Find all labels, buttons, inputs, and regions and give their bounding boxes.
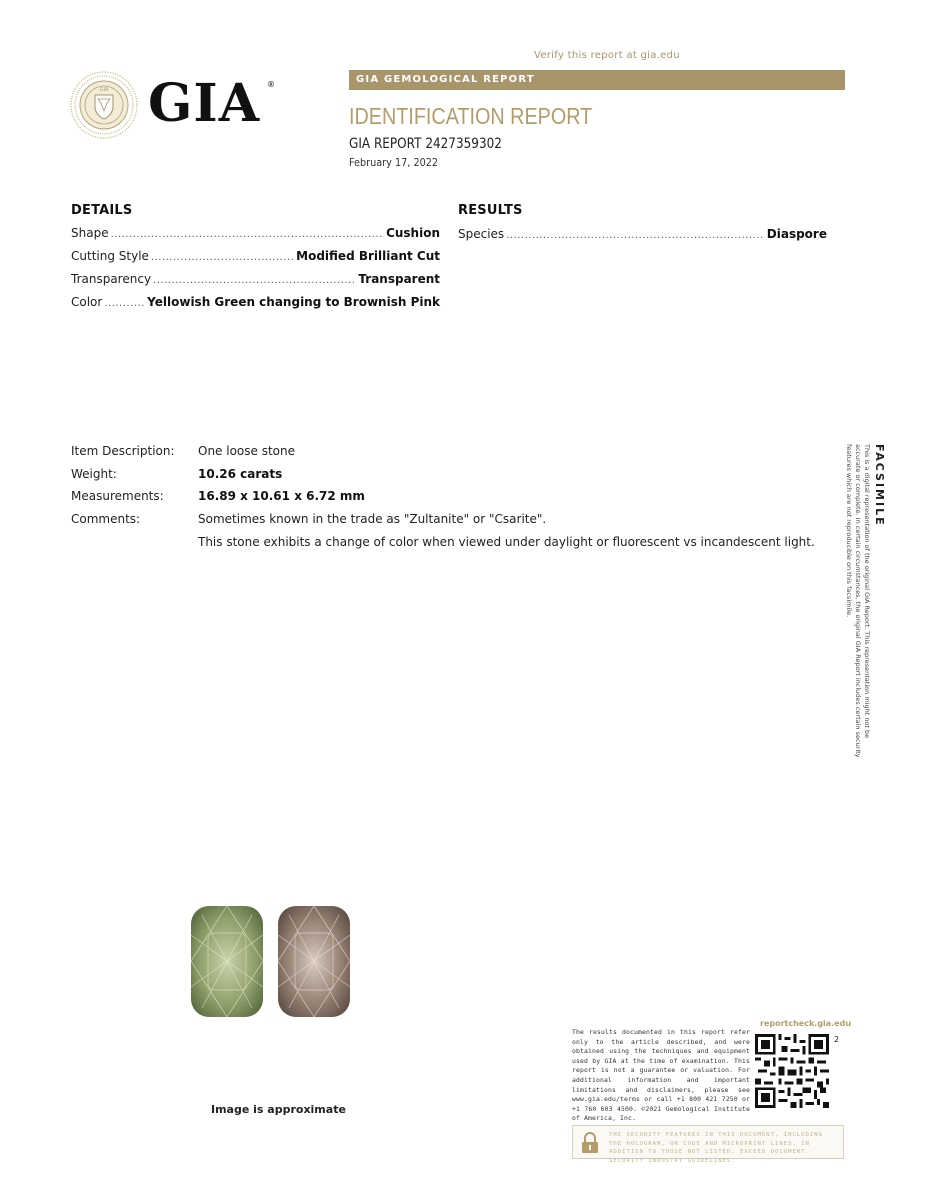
weight-value: 10.26 carats — [198, 467, 283, 481]
detail-label: Color — [71, 295, 103, 309]
verify-link[interactable]: Verify this report at gia.edu — [534, 50, 680, 61]
report-date: February 17, 2022 — [349, 156, 439, 169]
results-heading: RESULTS — [458, 203, 523, 218]
comments-line-1: Sometimes known in the trade as "Zultanite" or "Csarite". — [198, 512, 547, 526]
comments-label: Comments: — [71, 512, 141, 526]
svg-text:GIA: GIA — [99, 87, 109, 93]
detail-row-transparency — [71, 272, 440, 286]
qr-code[interactable] — [755, 1033, 829, 1109]
detail-row-color — [71, 295, 440, 309]
detail-row-cutting-style — [71, 249, 440, 263]
security-text: THE SECURITY FEATURES IN THIS DOCUMENT, INCLUDING THE HOLOGRAM, QR CODE AND MICROPRINT LINES, IN ADDITION TO THOSE NOT LISTED, EXCEED DOCUMENT SECURITY INDUSTRY GUIDELINES. — [609, 1132, 824, 1164]
leader-dots — [111, 229, 384, 240]
detail-row-shape — [71, 226, 440, 240]
detail-label: Transparency — [71, 272, 152, 286]
leader-dots — [153, 275, 356, 286]
measurements-label: Measurements: — [71, 489, 164, 503]
item-description-value: One loose stone — [198, 444, 296, 458]
disclaimer-text: The results documented in this report refer only to the article described, and were obtained using the techniques and equipment used by GIA at the time of examination. This report is not a guarantee or valuation. For additional information and important limitations and disclaimers, please see www.gia.edu/terms or call +1 800 421 7250 or +1 760 603 4500. ©2021 Gemological Institute of America, Inc. — [572, 1028, 750, 1123]
details-heading: DETAILS — [71, 203, 133, 218]
page-number: 2 — [834, 1035, 840, 1044]
lock-icon — [580, 1132, 600, 1154]
registered-mark: ® — [267, 80, 275, 89]
detail-value: Cushion — [386, 226, 440, 240]
measurements-value: 16.89 x 10.61 x 6.72 mm — [198, 489, 365, 503]
reportcheck-link[interactable]: reportcheck.gia.edu — [760, 1019, 852, 1028]
comments-line-2: This stone exhibits a change of color when viewed under daylight or fluorescent vs incandescent light. — [198, 535, 815, 549]
leader-dots — [506, 230, 765, 241]
facsimile-text: This is a digital representation of the original GIA Report. This representation might not be accurate or complete. In certain circumstances, the original GIA Report includes certain security features which are not reproducible on this facsimile. — [845, 444, 871, 758]
detail-value: Modified Brilliant Cut — [296, 249, 440, 263]
facsimile-heading: FACSIMILE — [873, 444, 886, 527]
gem-image-incandescent — [277, 905, 351, 1018]
result-value: Diaspore — [766, 227, 827, 241]
facsimile-notice — [845, 444, 886, 764]
gem-image-daylight — [190, 905, 264, 1018]
result-row-species — [458, 227, 827, 241]
image-caption: Image is approximate — [211, 1103, 346, 1116]
leader-dots — [104, 298, 145, 309]
detail-label: Shape — [71, 226, 109, 240]
security-features-box — [572, 1125, 844, 1164]
weight-label: Weight: — [71, 467, 117, 481]
detail-value: Transparent — [358, 272, 440, 286]
detail-label: Cutting Style — [71, 249, 149, 263]
report-number: GIA REPORT 2427359302 — [349, 136, 502, 152]
gia-seal-logo — [69, 70, 139, 140]
gia-logo-wordmark: GIA — [148, 73, 261, 134]
detail-value: Yellowish Green changing to Brownish Pink — [147, 295, 440, 309]
leader-dots — [151, 252, 294, 263]
report-title: IDENTIFICATION REPORT — [349, 103, 593, 129]
report-banner: GIA GEMOLOGICAL REPORT — [349, 70, 845, 90]
item-description-label: Item Description: — [71, 444, 175, 458]
result-label: Species — [458, 227, 505, 241]
